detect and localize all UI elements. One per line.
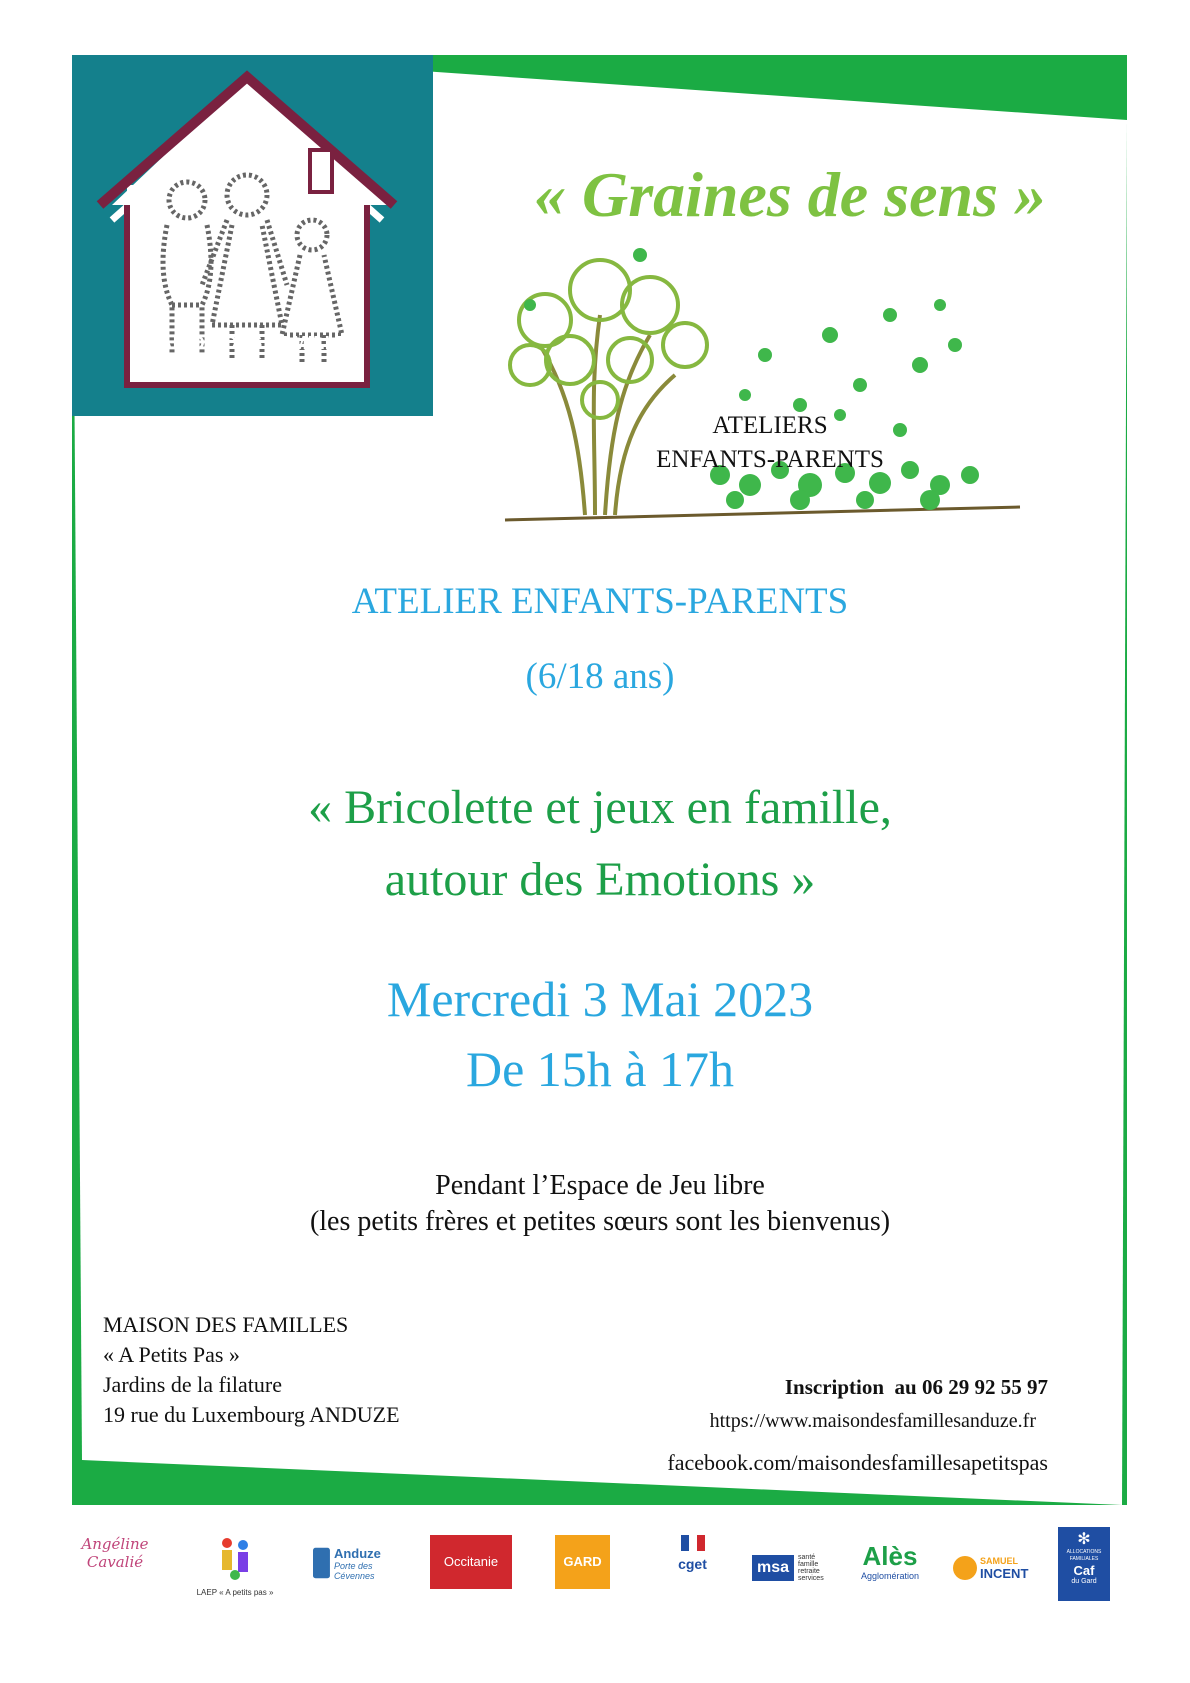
anduze-logo: Anduze Porte des Cévennes bbox=[313, 1535, 403, 1601]
snowflake-icon: ✻ bbox=[1077, 1531, 1091, 1548]
inscription-phone: Inscription au 06 29 92 55 97 bbox=[784, 1375, 1048, 1399]
event-category: ATELIER ENFANTS-PARENTS bbox=[351, 581, 849, 622]
tree-illustration bbox=[500, 245, 1050, 535]
illustration-caption-line2: ENFANTS-PARENTS bbox=[656, 446, 884, 473]
event-title-line2: autour des Emotions » bbox=[384, 853, 816, 906]
facebook-link[interactable]: facebook.com/maisondesfamillesapetitspas bbox=[667, 1450, 1048, 1475]
website-link[interactable]: https://www.maisondesfamillesanduze.fr bbox=[709, 1410, 1036, 1432]
event-time: De 15h à 17h bbox=[466, 1041, 734, 1097]
maison-des-familles-logo bbox=[72, 55, 433, 416]
laep-logo: LAEP « A petits pas » bbox=[195, 1535, 275, 1601]
ball-icon bbox=[952, 1555, 978, 1581]
event-date: Mercredi 3 Mai 2023 bbox=[386, 971, 814, 1027]
gard-logo: GARD bbox=[555, 1535, 610, 1589]
laep-figures-icon bbox=[215, 1535, 255, 1583]
logo-name: MAISON DES FAMILLES bbox=[143, 333, 362, 353]
page-title: « Graines de sens » bbox=[533, 159, 1047, 230]
caf-logo: ✻ ALLOCATIONS FAMILIALES Caf du Gard bbox=[1058, 1527, 1110, 1601]
occitanie-logo: Occitanie bbox=[430, 1535, 512, 1589]
anduze-crest-icon bbox=[313, 1545, 330, 1581]
address-block bbox=[103, 1310, 400, 1430]
samuel-vincent-logo: SAMUEL INCENT bbox=[952, 1535, 1042, 1601]
event-note-line2: (les petits frères et petites sœurs sont les bienvenus) bbox=[309, 1206, 891, 1237]
illustration-caption-line1: ATELIERS bbox=[712, 412, 828, 439]
event-title-line1: « Bricolette et jeux en famille, bbox=[308, 781, 892, 834]
ales-agglomeration-logo: Alès Agglomération bbox=[860, 1541, 920, 1581]
address-line2: « A Petits Pas » bbox=[103, 1342, 240, 1367]
event-note-line1: Pendant l’Espace de Jeu libre bbox=[435, 1170, 765, 1201]
event-ages: (6/18 ans) bbox=[525, 656, 675, 697]
french-flag-icon bbox=[681, 1535, 705, 1551]
angeline-cavalie-logo: Angéline Cavalié bbox=[81, 1535, 149, 1571]
address-line4: 19 rue du Luxembourg ANDUZE bbox=[103, 1402, 400, 1427]
logo-subtitle: « A Petits Pas » bbox=[203, 359, 302, 375]
msa-logo: msa santé famille retraite services bbox=[752, 1535, 832, 1601]
cget-logo: cget bbox=[660, 1535, 725, 1601]
address-line3: Jardins de la filature bbox=[103, 1372, 282, 1397]
address-line1: MAISON DES FAMILLES bbox=[103, 1312, 349, 1337]
